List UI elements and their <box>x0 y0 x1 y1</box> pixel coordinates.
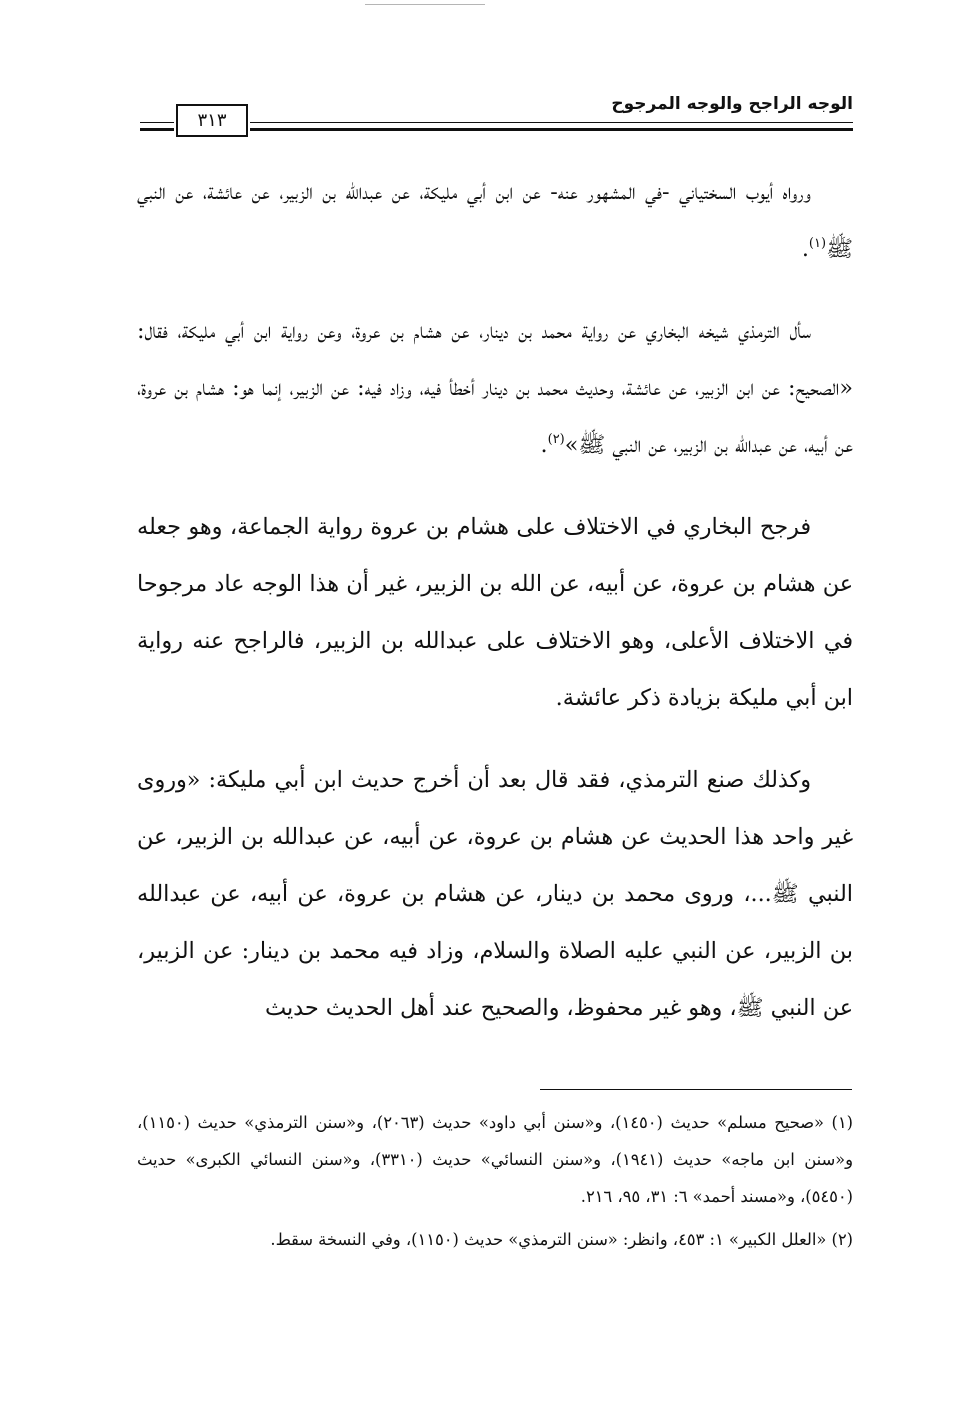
running-header-title: الوجه الراجح والوجه المرجوح <box>611 94 853 114</box>
paragraph-3 <box>137 499 853 727</box>
page-number: ٣١٣ <box>176 104 248 137</box>
paragraph-2 <box>137 303 853 474</box>
header-rule-thin <box>250 122 853 123</box>
scan-edge-line <box>365 4 485 5</box>
paragraph-1 <box>137 164 853 278</box>
paragraph-2-end: . <box>540 432 548 458</box>
footnote-1: (١) «صحيح مسلم» حديث (١٤٥٠)، و«سنن أبي داود» حديث (٢٠٦٣)، و«سنن الترمذي» حديث (١١٥٠)، و«سنن ابن ماجه» حديث (١٩٤١)، و«سنن النسائي» حديث (٣٣١٠)، و«سنن النسائي الكبرى» حديث (٥٤٥٠)، و«مسند أحمد» ٦: ٣١، ٩٥، ٢١٦. <box>137 1113 853 1206</box>
paragraph-2-text: سأل الترمذي شيخه البخاري عن رواية محمد بن دينار، عن هشام بن عروة، وعن رواية ابن أبي مليكة، فقال: «الصحيح: عن ابن الزبير، عن عائشة، وحديث محمد بن دينار أخطأ فيه، وزاد فيه: عن الزبير، إنما هو: هشام بن عروة، عن أبيه، عن عبدالله بن الزبير، عن النبي ﷺ» <box>137 318 853 458</box>
footnote-ref-1: (١) <box>808 236 827 251</box>
footnote-separator <box>540 1089 852 1090</box>
paragraph-3-text: فرجح البخاري في الاختلاف على هشام بن عروة رواية الجماعة، وهو جعله عن هشام بن عروة، عن أبيه، عن الله بن الزبير، غير أن هذا الوجه عاد مرجوحا في الاختلاف الأعلى، وهو الاختلاف على عبدالله بن الزبير، فالراجح عنه رواية ابن أبي مليكة بزيادة ذكر عائشة. <box>137 514 853 711</box>
footnote-2: (٢) «العلل الكبير» ١: ٤٥٣، وانظر: «سنن الترمذي» حديث (١١٥٠)، وفي النسخة سقط. <box>270 1230 853 1249</box>
paragraph-4 <box>137 752 853 1037</box>
header-rule-thick <box>250 128 853 131</box>
paragraph-1-end: . <box>801 236 809 262</box>
paragraph-1-text: ورواه أيوب السختياني -في المشهور عنه- عن ابن أبي مليكة، عن عبدالله بن الزبير، عن عائشة، عن النبي ﷺ <box>137 179 853 262</box>
header-rule-left-thin <box>140 122 174 123</box>
main-text <box>137 164 853 1062</box>
running-header <box>140 92 853 142</box>
header-rule-left-thick <box>140 128 174 131</box>
paragraph-4-text: وكذلك صنع الترمذي، فقد قال بعد أن أخرج حديث ابن أبي مليكة: «وروى غير واحد هذا الحديث عن هشام بن عروة، عن أبيه، عن عبدالله بن الزبير، عن النبي ﷺ...، وروى محمد بن دينار، عن هشام بن عروة، عن أبيه، عن عبدالله بن الزبير، عن النبي عليه الصلاة والسلام، وزاد فيه محمد بن دينار: عن الزبير، عن النبي ﷺ، وهو غير محفوظ، والصحيح عند أهل الحديث حديث <box>137 767 853 1021</box>
footnote-ref-2: (٢) <box>547 432 565 447</box>
footnotes <box>137 1104 853 1264</box>
